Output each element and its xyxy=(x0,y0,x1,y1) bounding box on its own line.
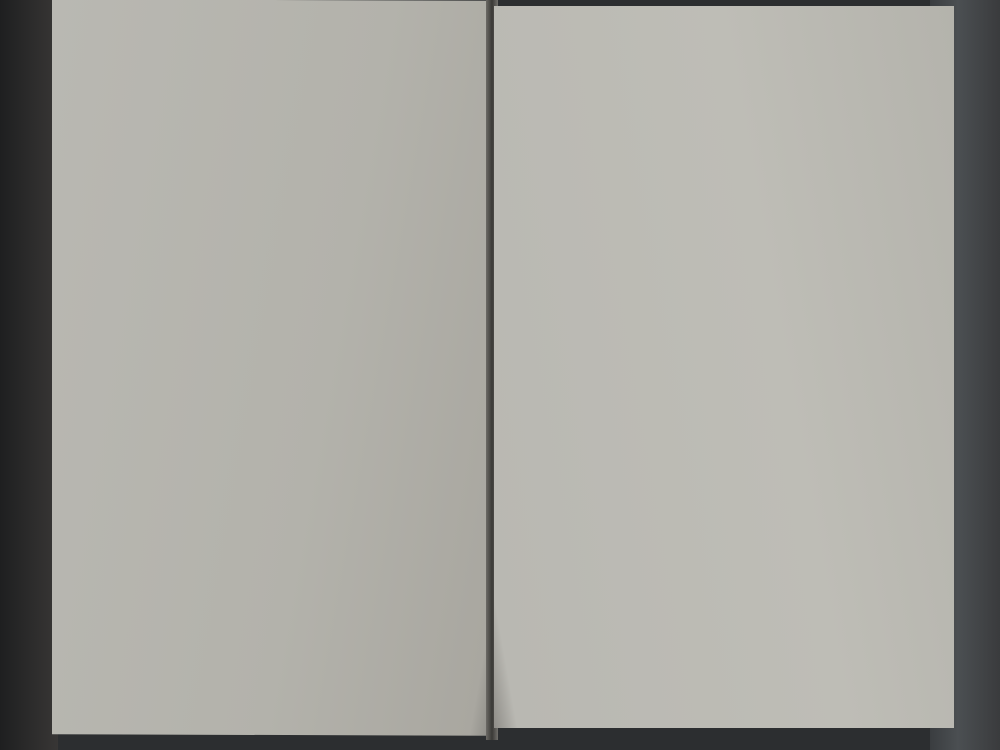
background-left xyxy=(0,0,58,750)
left-page xyxy=(52,0,492,736)
right-page xyxy=(494,6,954,728)
